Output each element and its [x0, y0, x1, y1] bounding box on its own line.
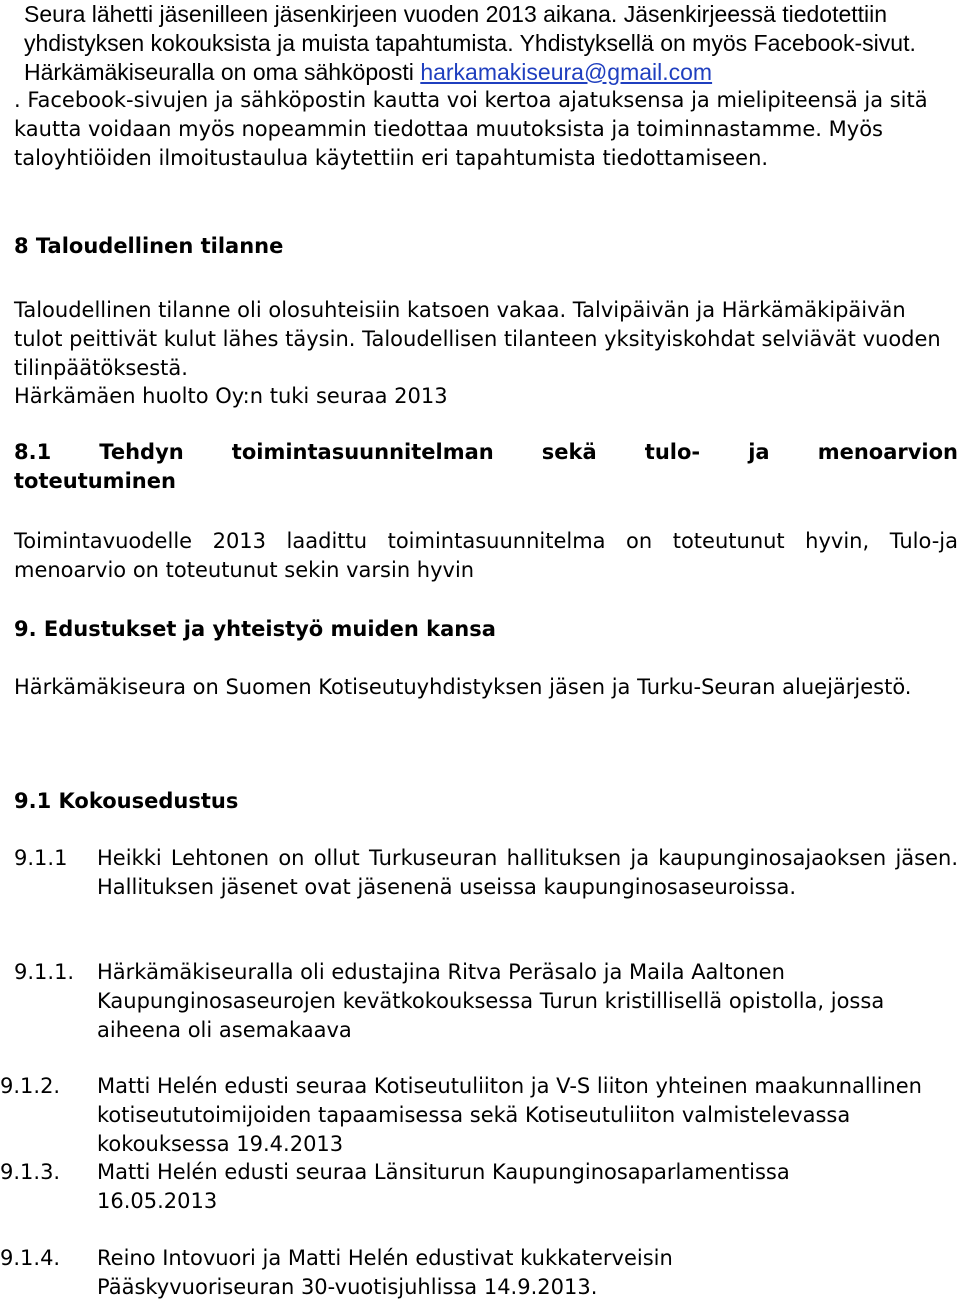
section-8-1-heading-line1: 8.1 Tehdyn toimintasuunnitelman sekä tulo- ja menoarvion	[14, 440, 958, 464]
section-8-1-heading-line2: toteutuminen	[14, 469, 176, 493]
section-9-text: Härkämäkiseura on Suomen Kotiseutuyhdistyksen jäsen ja Turku-Seuran aluejärjestö.	[14, 675, 912, 699]
item-number: 9.1.2.	[0, 1074, 61, 1098]
section-9-heading: 9. Edustukset ja yhteistyö muiden kansa	[14, 617, 496, 641]
item-number: 9.1.1.	[14, 960, 75, 984]
list-item: Reino Intovuori ja Matti Helén edustivat kukkaterveisin Pääskyvuoriseuran 30-vuotisjuhlissa 14.9.2013.	[97, 1246, 673, 1299]
email-link[interactable]: harkamakiseura@gmail.com	[420, 58, 713, 85]
section-8-text: Taloudellinen tilanne oli olosuhteisiin katsoen vakaa. Talvipäivän ja Härkämäkipäivän tulot peittivät kulut lähes täysin. Taloudellisen tilanteen yksityiskohdat selviävät vuoden tilinpäätöksestä.	[14, 298, 941, 380]
intro-text-part1: Seura lähetti jäsenilleen jäsenkirjeen vuoden 2013 aikana. Jäsenkirjeessä tiedotettiin yhdistyksen kokouksista ja muista tapahtumista. Yhdistyksellä on myös Facebook-sivut. Härkämäkiseuralla on oma sähköposti	[24, 1, 916, 85]
intro-text-part2: . Facebook-sivujen ja sähköpostin kautta voi kertoa ajatuksensa ja mielipiteensä ja sitä kautta voidaan myös nopeammin tiedottaa muutoksista ja toiminnastamme. Myös taloyhtiöiden ilmoitustaulua käytettiin eri tapahtumista tiedottamiseen.	[14, 88, 928, 170]
item-number: 9.1.3.	[0, 1160, 61, 1184]
item-number: 9.1.1	[14, 846, 68, 870]
intro-paragraph	[24, 0, 958, 86]
section-8-1-text: Toimintavuodelle 2013 laadittu toimintasuunnitelma on toteutunut hyvin, Tulo-ja menoarvio on toteutunut sekin varsin hyvin	[14, 529, 958, 582]
section-9-1-heading: 9.1 Kokousedustus	[14, 789, 239, 813]
list-item: Härkämäkiseuralla oli edustajina Ritva Peräsalo ja Maila Aaltonen Kaupunginosaseurojen kevätkokouksessa Turun kristillisellä opistolla, jossa aiheena oli asemakaava	[97, 960, 885, 1042]
list-item: Matti Helén edusti seuraa Länsiturun Kaupunginosaparlamentissa 16.05.2013	[97, 1160, 790, 1213]
section-8-text-2: Härkämäen huolto Oy:n tuki seuraa 2013	[14, 384, 448, 408]
item-number: 9.1.4.	[0, 1246, 61, 1270]
list-item: Heikki Lehtonen on ollut Turkuseuran hallituksen ja kaupunginosajaoksen jäsen. Hallituksen jäsenet ovat jäsenenä useissa kaupunginosaseuroissa.	[97, 846, 958, 899]
list-item: Matti Helén edusti seuraa Kotiseutuliiton ja V-S liiton yhteinen maakunnallinen kotiseututoimijoiden tapaamisessa sekä Kotiseutuliiton valmistelevassa kokouksessa 19.4.2013	[97, 1074, 922, 1156]
intro-paragraph-continued	[14, 86, 958, 172]
section-8-heading: 8 Taloudellinen tilanne	[14, 234, 284, 258]
